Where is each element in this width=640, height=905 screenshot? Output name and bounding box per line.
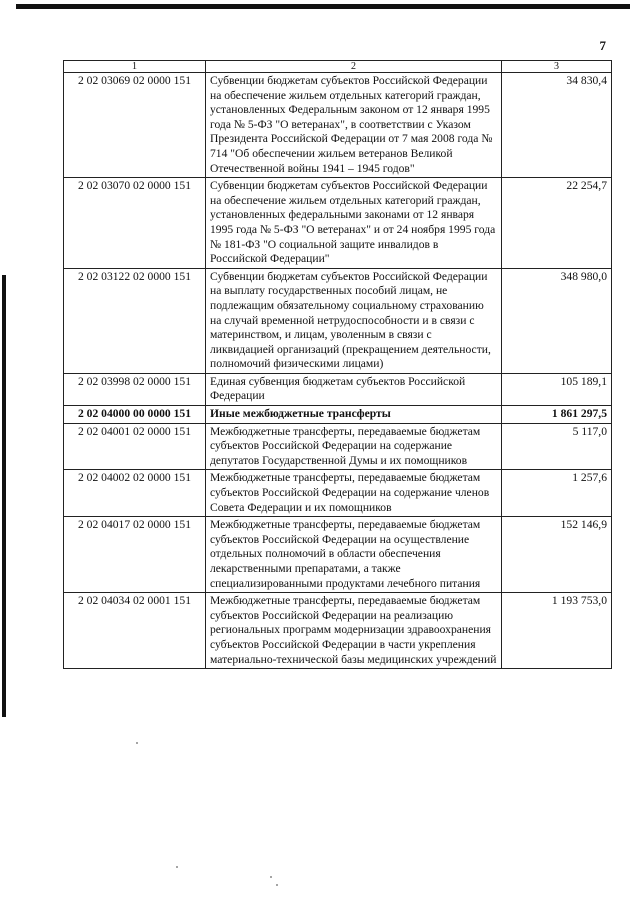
row-code: 2 02 04034 02 0001 151 bbox=[64, 593, 206, 669]
table-row bbox=[64, 73, 612, 178]
row-amount: 105 189,1 bbox=[502, 373, 612, 405]
row-description: Межбюджетные трансферты, передаваемые бюджетам субъектов Российской Федерации на содержание депутатов Государственной Думы и их помощников bbox=[206, 423, 502, 470]
row-description: Межбюджетные трансферты, передаваемые бюджетам субъектов Российской Федерации на осуществление отдельных полномочий в области обеспечения лекарственными препаратами, а также специализированными продуктами лечебного питания bbox=[206, 517, 502, 593]
row-code: 2 02 03069 02 0000 151 bbox=[64, 73, 206, 178]
row-amount: 152 146,9 bbox=[502, 517, 612, 593]
row-code: 2 02 04002 02 0000 151 bbox=[64, 470, 206, 517]
table-row bbox=[64, 373, 612, 405]
scan-speck bbox=[176, 866, 178, 868]
row-description: Иные межбюджетные трансферты bbox=[206, 406, 502, 424]
row-amount: 5 117,0 bbox=[502, 423, 612, 470]
table-row bbox=[64, 593, 612, 669]
scan-speck bbox=[136, 742, 138, 744]
row-description: Субвенции бюджетам субъектов Российской Федерации на обеспечение жильем отдельных категорий граждан, установленных федеральными законами от 12 января 1995 года № 5-ФЗ "О ветеранах" и от 24 ноября 1995 года № 181-ФЗ "О социальной защите инвалидов в Российской Федерации" bbox=[206, 178, 502, 269]
column-header-3: 3 bbox=[502, 61, 612, 73]
row-code: 2 02 04017 02 0000 151 bbox=[64, 517, 206, 593]
row-code: 2 02 03122 02 0000 151 bbox=[64, 268, 206, 373]
budget-table bbox=[63, 60, 612, 669]
scan-speck bbox=[270, 876, 272, 878]
row-description: Межбюджетные трансферты, передаваемые бюджетам субъектов Российской Федерации на реализацию региональных программ модернизации здравоохранения субъектов Российской Федерации в части укрепления материально-технической базы медицинских учреждений bbox=[206, 593, 502, 669]
table-row bbox=[64, 268, 612, 373]
row-amount: 1 257,6 bbox=[502, 470, 612, 517]
column-header-1: 1 bbox=[64, 61, 206, 73]
row-code: 2 02 03998 02 0000 151 bbox=[64, 373, 206, 405]
top-rule bbox=[16, 4, 630, 9]
row-code: 2 02 03070 02 0000 151 bbox=[64, 178, 206, 269]
column-header-2: 2 bbox=[206, 61, 502, 73]
row-code: 2 02 04000 00 0000 151 bbox=[64, 406, 206, 424]
row-description: Межбюджетные трансферты, передаваемые бюджетам субъектов Российской Федерации на содержание членов Совета Федерации и их помощников bbox=[206, 470, 502, 517]
scan-speck bbox=[276, 884, 278, 886]
row-amount: 1 193 753,0 bbox=[502, 593, 612, 669]
row-code: 2 02 04001 02 0000 151 bbox=[64, 423, 206, 470]
row-amount: 34 830,4 bbox=[502, 73, 612, 178]
row-amount: 22 254,7 bbox=[502, 178, 612, 269]
table-row bbox=[64, 423, 612, 470]
page-number: 7 bbox=[599, 38, 606, 53]
scan-margin-bar bbox=[2, 275, 6, 717]
row-description: Субвенции бюджетам субъектов Российской Федерации на обеспечение жильем отдельных категорий граждан, установленных Федеральным законом от 12 января 1995 года № 5-ФЗ "О ветеранах", в соответствии с Указом Президента Российской Федерации от 7 мая 2008 года № 714 "Об обеспечении жильем ветеранов Великой Отечественной войны 1941 – 1945 годов" bbox=[206, 73, 502, 178]
table-row bbox=[64, 178, 612, 269]
row-amount: 348 980,0 bbox=[502, 268, 612, 373]
table-row bbox=[64, 406, 612, 424]
row-amount: 1 861 297,5 bbox=[502, 406, 612, 424]
row-description: Единая субвенция бюджетам субъектов Российской Федерации bbox=[206, 373, 502, 405]
column-numbers-row bbox=[64, 61, 612, 73]
table-body bbox=[64, 73, 612, 669]
table-row bbox=[64, 517, 612, 593]
table-row bbox=[64, 470, 612, 517]
row-description: Субвенции бюджетам субъектов Российской Федерации на выплату государственных пособий лицам, не подлежащим обязательному социальному страхованию на случай временной нетрудоспособности и в связи с материнством, и лицам, уволенным в связи с ликвидацией организаций (прекращением деятельности, полномочий физическими лицами) bbox=[206, 268, 502, 373]
